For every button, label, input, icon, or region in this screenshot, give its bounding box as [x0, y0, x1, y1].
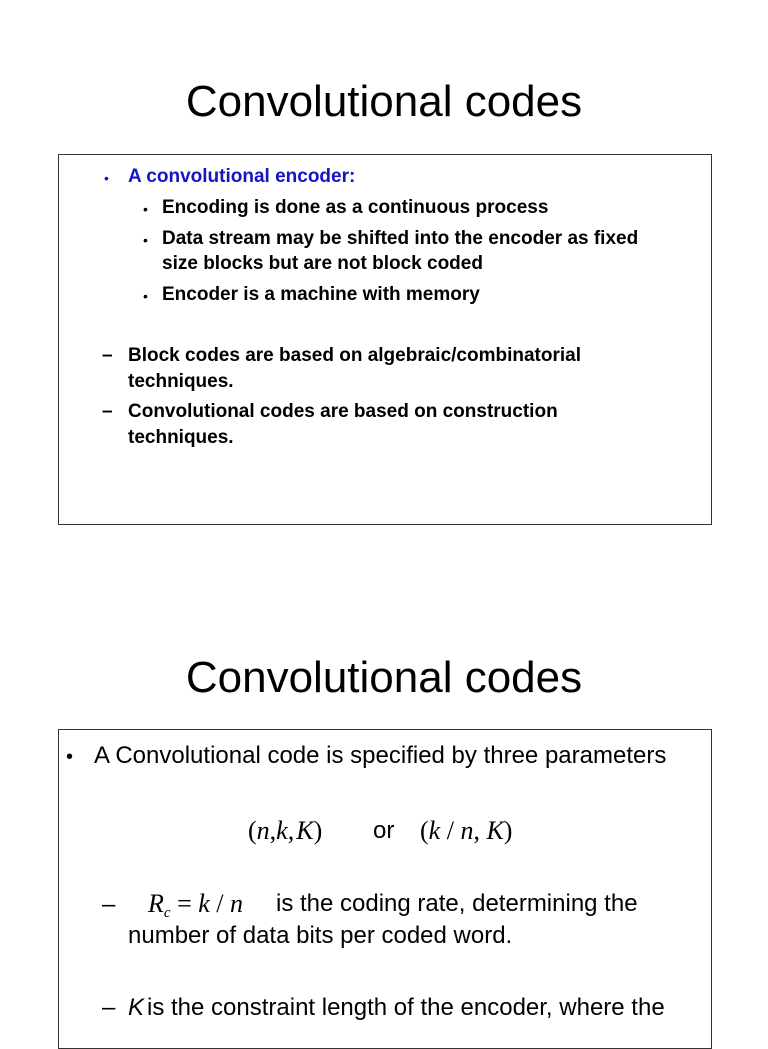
formula-k-over-n-K: (k / n, K) [420, 816, 513, 845]
dash-item-1-line-1: Block codes are based on algebraic/combinatorial [128, 345, 581, 366]
dash-item-2-line-2: techniques. [128, 427, 234, 448]
sub-bullet-marker: • [143, 201, 148, 217]
sub-bullet-marker: • [143, 232, 148, 248]
dash-marker: – [102, 345, 113, 366]
sub-bullet-2-line-1: Data stream may be shifted into the encoder as fixed [162, 228, 639, 249]
slide-2-title: Convolutional codes [185, 653, 583, 702]
bullet-marker: • [66, 746, 74, 768]
coding-rate-text-line-2: number of data bits per coded word. [128, 922, 513, 949]
dash-marker: – [102, 401, 113, 422]
coding-rate-text-line-1: is the coding rate, determining the [276, 890, 638, 917]
sub-bullet-marker: • [143, 288, 148, 304]
sub-bullet-3: Encoder is a machine with memory [162, 284, 480, 305]
sub-bullet-2-line-2: size blocks but are not block coded [162, 253, 483, 274]
sub-bullet-1: Encoding is done as a continuous process [162, 197, 549, 218]
dash-marker: – [102, 994, 116, 1021]
dash-marker: – [102, 891, 116, 918]
slide-1-title: Convolutional codes [185, 77, 583, 126]
constraint-K: K [128, 994, 145, 1021]
dash-item-1-line-2: techniques. [128, 371, 234, 392]
bullet-marker: • [104, 170, 109, 186]
dash-item-2-line-1: Convolutional codes are based on construction [128, 401, 558, 422]
or-label: or [373, 817, 395, 844]
slide-2-content-box [58, 729, 712, 1049]
formula-n-k-K: (n,k,K) [248, 816, 323, 845]
coding-rate-formula: $R_c = k / n$ [148, 889, 244, 921]
constraint-length-text: is the constraint length of the encoder, where the [147, 994, 665, 1021]
encoder-heading: A convolutional encoder: [128, 166, 356, 187]
slide-1-content-box [58, 154, 712, 525]
parameters-bullet: A Convolutional code is specified by three parameters [94, 742, 667, 769]
